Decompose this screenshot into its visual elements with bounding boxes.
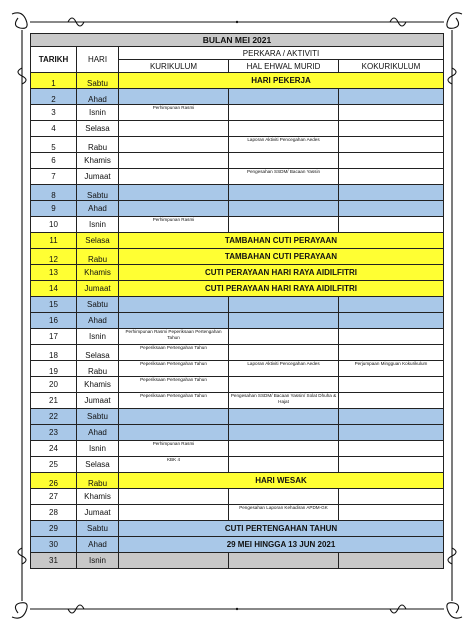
kokurikulum-cell xyxy=(339,105,444,121)
event-cell: 29 MEI HINGGA 13 JUN 2021 xyxy=(119,537,444,553)
day-cell: Rabu xyxy=(77,473,119,489)
hem-cell xyxy=(229,457,339,473)
day-cell: Selasa xyxy=(77,233,119,249)
date-cell: 27 xyxy=(31,489,77,505)
kokurikulum-cell xyxy=(339,201,444,217)
hem-cell xyxy=(229,105,339,121)
hem-cell xyxy=(229,489,339,505)
kurikulum-cell: Peperiksaan Pertengahan Tahun xyxy=(119,393,229,409)
date-cell: 7 xyxy=(31,169,77,185)
table-row xyxy=(31,121,444,137)
date-cell: 30 xyxy=(31,537,77,553)
kurikulum-cell xyxy=(119,505,229,521)
table-row xyxy=(31,361,444,377)
hem-cell xyxy=(229,297,339,313)
table-row xyxy=(31,329,444,345)
table-row xyxy=(31,553,444,569)
day-cell: Ahad xyxy=(77,201,119,217)
table-row xyxy=(31,105,444,121)
kokurikulum-cell xyxy=(339,297,444,313)
header-hem: HAL EHWAL MURID xyxy=(229,60,339,73)
kurikulum-cell: Peperiksaan Pertengahan Tahun xyxy=(119,361,229,377)
day-cell: Rabu xyxy=(77,249,119,265)
day-cell: Khamis xyxy=(77,377,119,393)
header-tarikh: TARIKH xyxy=(31,47,77,73)
kokurikulum-cell xyxy=(339,489,444,505)
header-kurikulum: KURIKULUM xyxy=(119,60,229,73)
event-cell: HARI WESAK xyxy=(119,473,444,489)
table-row xyxy=(31,73,444,89)
date-cell: 10 xyxy=(31,217,77,233)
kokurikulum-cell xyxy=(339,377,444,393)
table-row xyxy=(31,153,444,169)
hem-cell xyxy=(229,201,339,217)
table-row xyxy=(31,233,444,249)
table-row xyxy=(31,505,444,521)
kokurikulum-cell xyxy=(339,393,444,409)
kokurikulum-cell xyxy=(339,505,444,521)
date-cell: 13 xyxy=(31,265,77,281)
calendar-rows xyxy=(31,73,444,569)
date-cell: 2 xyxy=(31,89,77,105)
date-cell: 16 xyxy=(31,313,77,329)
hem-cell xyxy=(229,185,339,201)
date-cell: 20 xyxy=(31,377,77,393)
date-cell: 9 xyxy=(31,201,77,217)
event-cell: TAMBAHAN CUTI PERAYAAN xyxy=(119,233,444,249)
table-row xyxy=(31,457,444,473)
table-row xyxy=(31,441,444,457)
day-cell: Khamis xyxy=(77,489,119,505)
day-cell: Jumaat xyxy=(77,505,119,521)
day-cell: Rabu xyxy=(77,137,119,153)
table-row xyxy=(31,249,444,265)
day-cell: Ahad xyxy=(77,425,119,441)
date-cell: 29 xyxy=(31,521,77,537)
day-cell: Sabtu xyxy=(77,73,119,89)
hem-cell xyxy=(229,329,339,345)
day-cell: Isnin xyxy=(77,553,119,569)
hem-cell: Pengesahan SSDM/ Bacaan Yassin/ Solat Dhuha & Hajat xyxy=(229,393,339,409)
event-cell: CUTI PERAYAAN HARI RAYA AIDILFITRI xyxy=(119,281,444,297)
date-cell: 12 xyxy=(31,249,77,265)
kokurikulum-cell xyxy=(339,313,444,329)
event-cell: HARI PEKERJA xyxy=(119,73,444,89)
day-cell: Jumaat xyxy=(77,169,119,185)
day-cell: Isnin xyxy=(77,217,119,233)
kokurikulum-cell xyxy=(339,345,444,361)
day-cell: Ahad xyxy=(77,313,119,329)
hem-cell xyxy=(229,377,339,393)
kokurikulum-cell xyxy=(339,185,444,201)
hem-cell xyxy=(229,313,339,329)
hem-cell xyxy=(229,409,339,425)
kurikulum-cell xyxy=(119,313,229,329)
hem-cell xyxy=(229,345,339,361)
date-cell: 17 xyxy=(31,329,77,345)
calendar-sheet xyxy=(30,33,443,569)
kokurikulum-cell xyxy=(339,553,444,569)
table-row xyxy=(31,473,444,489)
day-cell: Selasa xyxy=(77,121,119,137)
kurikulum-cell xyxy=(119,489,229,505)
date-cell: 26 xyxy=(31,473,77,489)
table-row xyxy=(31,409,444,425)
table-row xyxy=(31,297,444,313)
day-cell: Khamis xyxy=(77,153,119,169)
kurikulum-cell: Perhimpunan Rasmi xyxy=(119,217,229,233)
date-cell: 3 xyxy=(31,105,77,121)
day-cell: Sabtu xyxy=(77,521,119,537)
date-cell: 23 xyxy=(31,425,77,441)
table-row xyxy=(31,137,444,153)
date-cell: 5 xyxy=(31,137,77,153)
hem-cell: Laporan Aktiviti Pencegahan Aedes xyxy=(229,361,339,377)
kokurikulum-cell xyxy=(339,137,444,153)
hem-cell xyxy=(229,121,339,137)
hem-cell: Pengesahan SSDM/ Bacaan Yassin xyxy=(229,169,339,185)
header-hari: HARI xyxy=(77,47,119,73)
hem-cell: Laporan Aktiviti Pencegahan Aedes xyxy=(229,137,339,153)
table-row xyxy=(31,345,444,361)
kokurikulum-cell xyxy=(339,441,444,457)
kurikulum-cell xyxy=(119,425,229,441)
date-cell: 4 xyxy=(31,121,77,137)
day-cell: Jumaat xyxy=(77,393,119,409)
kurikulum-cell: Perhimpunan Rasmi Peperiksaan Pertengahan Tahun xyxy=(119,329,229,345)
kurikulum-cell: Peperiksaan Pertengahan Tahun xyxy=(119,377,229,393)
calendar-table xyxy=(30,33,444,569)
day-cell: Sabtu xyxy=(77,185,119,201)
hem-cell xyxy=(229,153,339,169)
hem-cell xyxy=(229,425,339,441)
day-cell: Isnin xyxy=(77,105,119,121)
kurikulum-cell: Perhimpunan Rasmi xyxy=(119,105,229,121)
header-kokurikulum: KOKURIKULUM xyxy=(339,60,444,73)
day-cell: Isnin xyxy=(77,441,119,457)
kurikulum-cell: Peperiksaan Pertengahan Tahun xyxy=(119,345,229,361)
kokurikulum-cell xyxy=(339,121,444,137)
kokurikulum-cell: Perjumpaan Mingguan Kokurikulum xyxy=(339,361,444,377)
hem-cell xyxy=(229,217,339,233)
date-cell: 11 xyxy=(31,233,77,249)
day-cell: Ahad xyxy=(77,89,119,105)
date-cell: 24 xyxy=(31,441,77,457)
date-cell: 1 xyxy=(31,73,77,89)
hem-cell xyxy=(229,89,339,105)
table-row xyxy=(31,217,444,233)
day-cell: Sabtu xyxy=(77,297,119,313)
kokurikulum-cell xyxy=(339,457,444,473)
event-cell: CUTI PERTENGAHAN TAHUN xyxy=(119,521,444,537)
kurikulum-cell xyxy=(119,121,229,137)
date-cell: 6 xyxy=(31,153,77,169)
date-cell: 25 xyxy=(31,457,77,473)
table-row xyxy=(31,185,444,201)
kurikulum-cell xyxy=(119,185,229,201)
date-cell: 31 xyxy=(31,553,77,569)
table-row xyxy=(31,281,444,297)
date-cell: 18 xyxy=(31,345,77,361)
date-cell: 14 xyxy=(31,281,77,297)
table-row xyxy=(31,489,444,505)
day-cell: Khamis xyxy=(77,265,119,281)
day-cell: Isnin xyxy=(77,329,119,345)
day-cell: Jumaat xyxy=(77,281,119,297)
table-row xyxy=(31,313,444,329)
kurikulum-cell xyxy=(119,201,229,217)
header-perkara: PERKARA / AKTIVITI xyxy=(119,47,444,60)
table-row xyxy=(31,377,444,393)
kurikulum-cell xyxy=(119,409,229,425)
day-cell: Rabu xyxy=(77,361,119,377)
table-row xyxy=(31,425,444,441)
kokurikulum-cell xyxy=(339,329,444,345)
kurikulum-cell xyxy=(119,153,229,169)
kokurikulum-cell xyxy=(339,153,444,169)
kurikulum-cell: KBK 4 xyxy=(119,457,229,473)
kokurikulum-cell xyxy=(339,169,444,185)
event-cell: TAMBAHAN CUTI PERAYAAN xyxy=(119,249,444,265)
date-cell: 28 xyxy=(31,505,77,521)
table-row xyxy=(31,521,444,537)
hem-cell xyxy=(229,441,339,457)
kurikulum-cell xyxy=(119,137,229,153)
kokurikulum-cell xyxy=(339,425,444,441)
kokurikulum-cell xyxy=(339,217,444,233)
hem-cell: Pengesahan Laporan Kehadiran APDM-GK xyxy=(229,505,339,521)
table-row xyxy=(31,89,444,105)
page-title: BULAN MEI 2021 xyxy=(31,34,444,47)
kokurikulum-cell xyxy=(339,409,444,425)
day-cell: Ahad xyxy=(77,537,119,553)
table-row xyxy=(31,393,444,409)
table-row xyxy=(31,537,444,553)
kurikulum-cell xyxy=(119,169,229,185)
date-cell: 22 xyxy=(31,409,77,425)
kurikulum-cell: Perhimpunan Rasmi xyxy=(119,441,229,457)
day-cell: Selasa xyxy=(77,457,119,473)
kurikulum-cell xyxy=(119,297,229,313)
date-cell: 8 xyxy=(31,185,77,201)
kokurikulum-cell xyxy=(339,89,444,105)
date-cell: 21 xyxy=(31,393,77,409)
kurikulum-cell xyxy=(119,89,229,105)
hem-cell xyxy=(229,553,339,569)
day-cell: Sabtu xyxy=(77,409,119,425)
date-cell: 15 xyxy=(31,297,77,313)
table-row xyxy=(31,265,444,281)
event-cell: CUTI PERAYAAN HARI RAYA AIDILFITRI xyxy=(119,265,444,281)
kurikulum-cell xyxy=(119,553,229,569)
day-cell: Selasa xyxy=(77,345,119,361)
table-row xyxy=(31,169,444,185)
date-cell: 19 xyxy=(31,361,77,377)
table-row xyxy=(31,201,444,217)
